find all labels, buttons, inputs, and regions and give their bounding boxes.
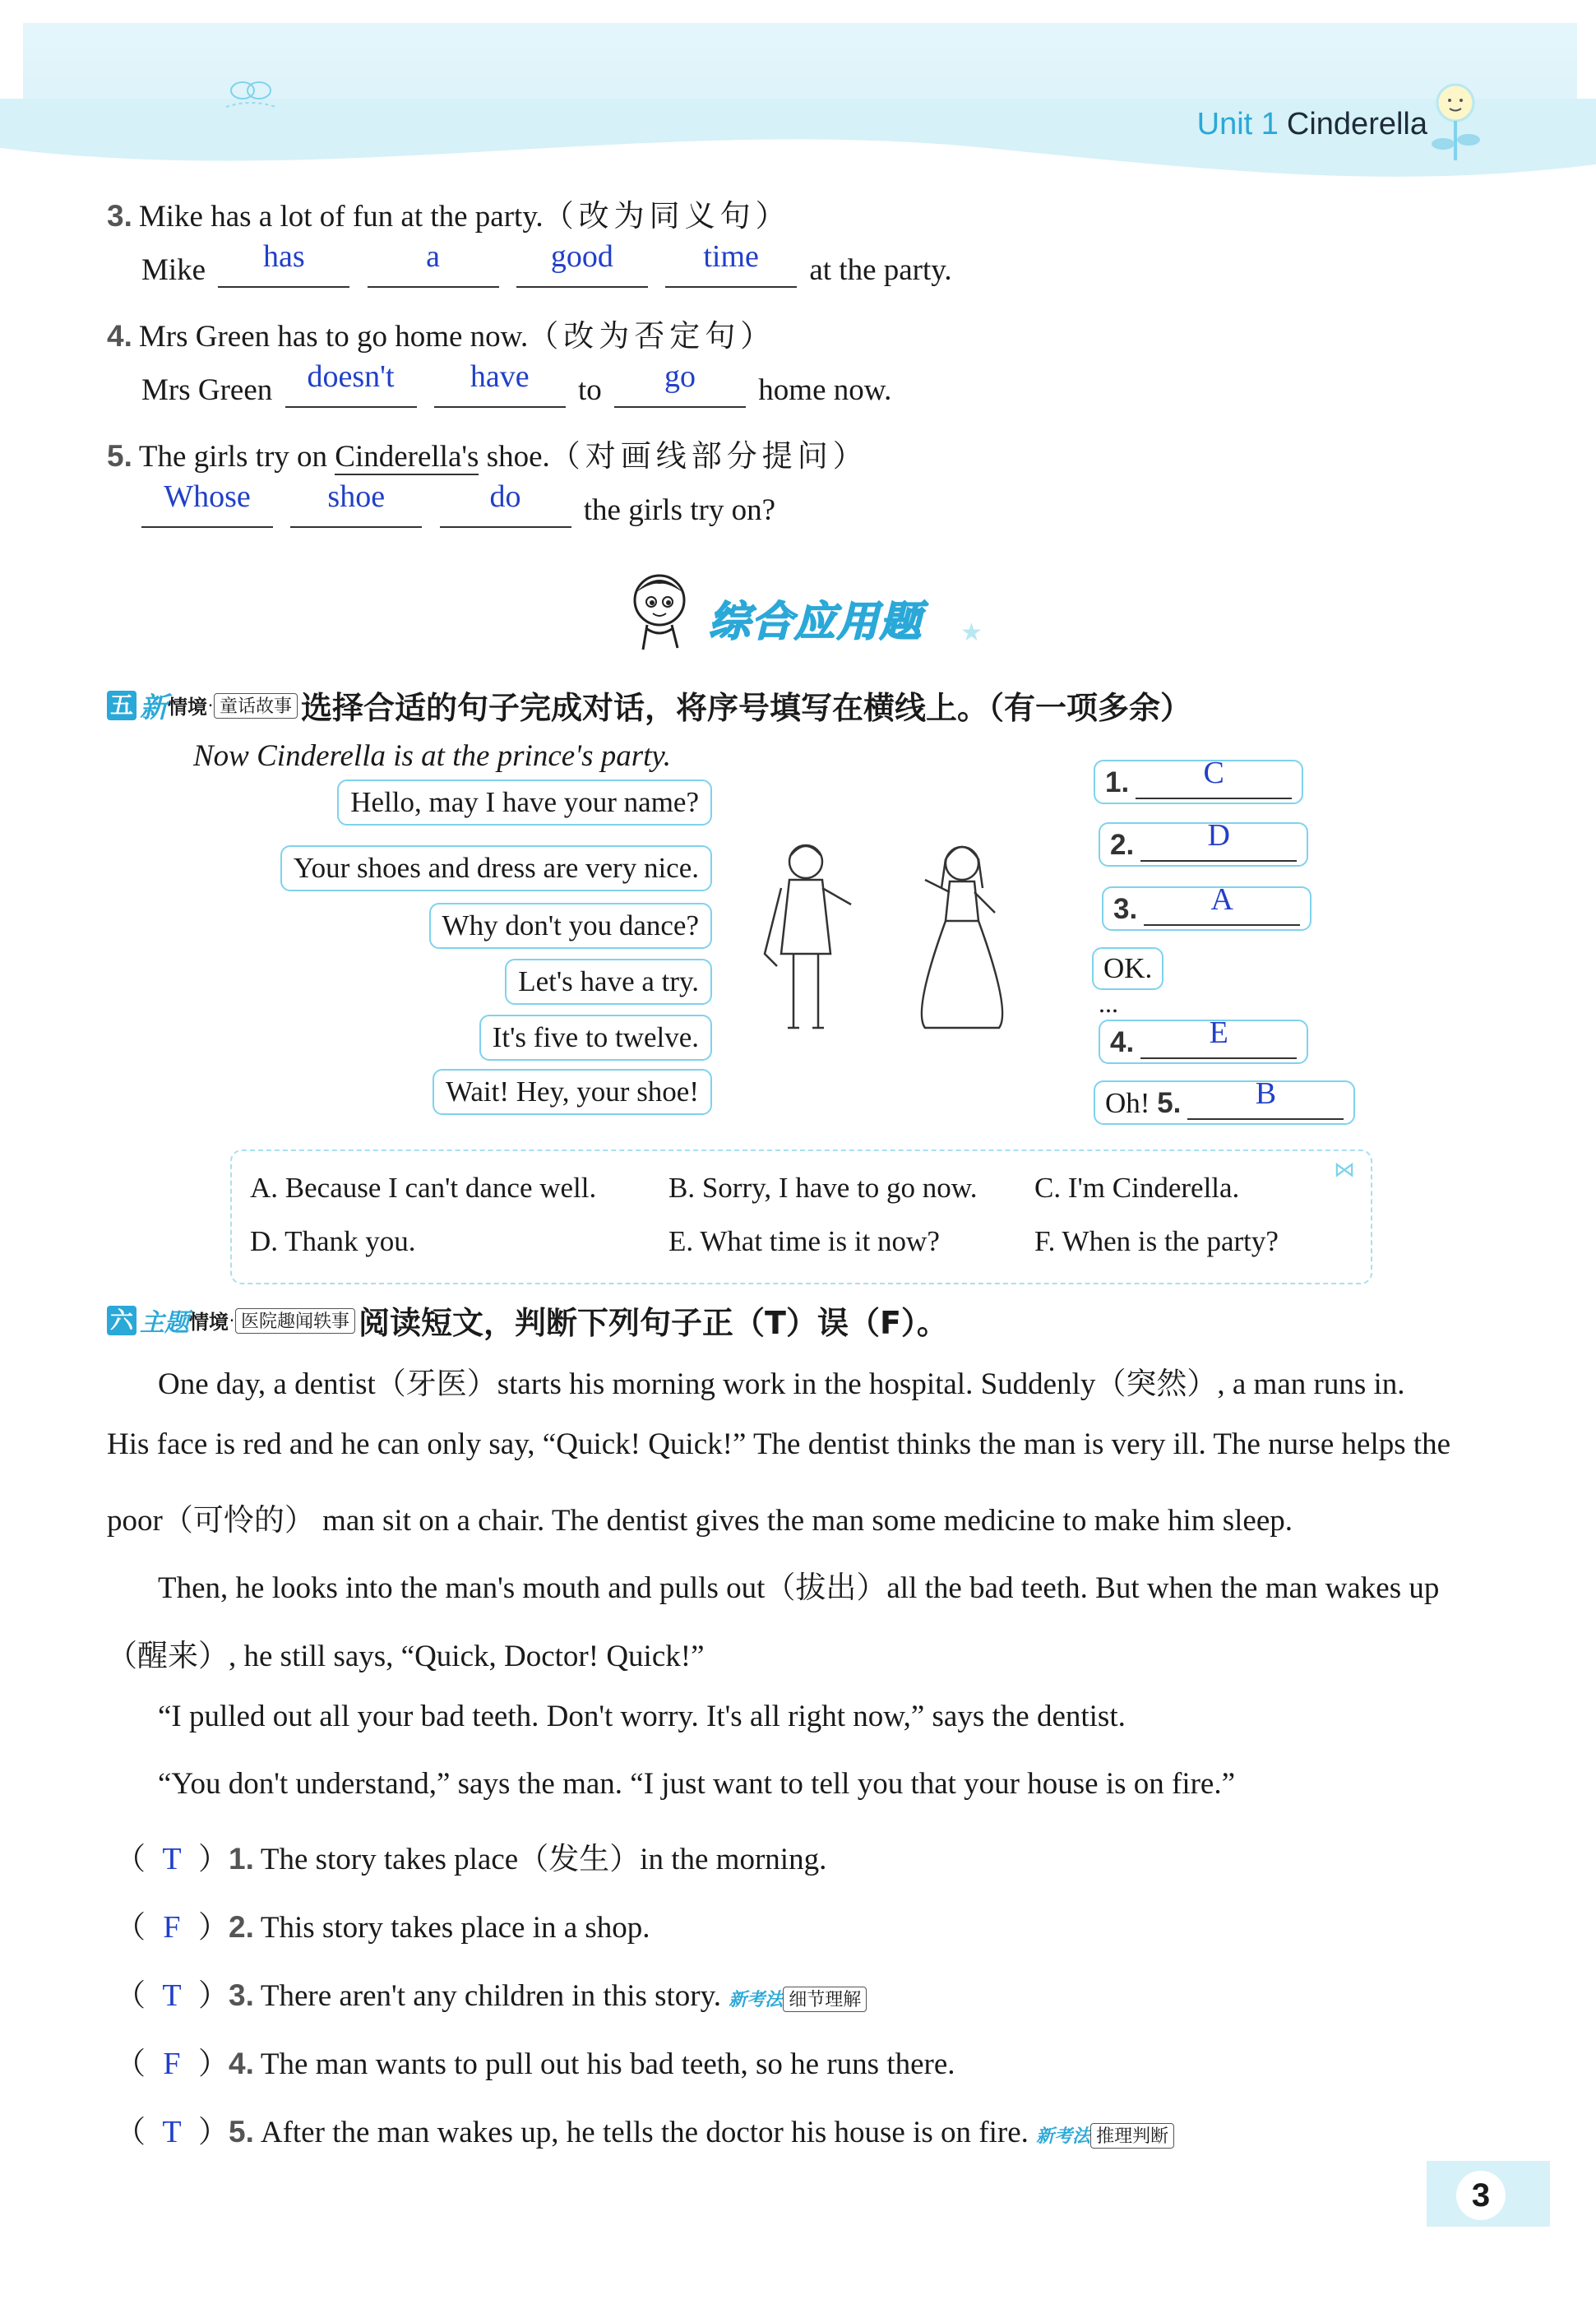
cinderella-answer-1: C bbox=[1203, 756, 1224, 790]
option-f: F. When is the party? bbox=[1034, 1225, 1279, 1257]
cinderella-blank-4 bbox=[1099, 1015, 1308, 1064]
kid-mascot-icon bbox=[618, 567, 709, 658]
q5-blank-1[interactable] bbox=[141, 479, 273, 528]
prince-cinderella-illustration bbox=[756, 830, 1036, 1052]
section5-badge-tag: 童话故事 bbox=[214, 693, 298, 719]
q4-answer-line bbox=[141, 359, 892, 408]
q4-answer-2: have bbox=[470, 359, 530, 394]
prince-line-1: Hello, may I have your name? bbox=[337, 779, 712, 826]
prince-line-5: It's five to twelve. bbox=[479, 1015, 712, 1061]
q3-blank-4[interactable] bbox=[665, 239, 797, 288]
option-c: C. I'm Cinderella. bbox=[1034, 1172, 1240, 1204]
cinderella-blank-5 bbox=[1094, 1076, 1355, 1125]
q3-blank-3[interactable] bbox=[516, 239, 648, 288]
q4-suffix: home now. bbox=[758, 373, 892, 407]
q4-prompt bbox=[107, 311, 775, 355]
q3-answer-1: has bbox=[263, 239, 305, 274]
section5-badge-new: 新 bbox=[140, 692, 168, 724]
q4-blank-3[interactable] bbox=[614, 359, 746, 408]
star-icon: ★ bbox=[960, 619, 983, 646]
q3-number: 3. bbox=[107, 199, 132, 233]
q3-answer-2: a bbox=[426, 239, 441, 274]
judge-item-4: （ F ）4. The man wants to pull out his bad teeth, so he runs there. bbox=[115, 2047, 955, 2081]
cinderella-blank-2 bbox=[1099, 818, 1308, 867]
q3-blank-2[interactable] bbox=[368, 239, 499, 288]
q5-prompt bbox=[107, 431, 868, 475]
section6-badge-type: 情境 bbox=[189, 1311, 229, 1334]
cinderella-blank-3-line[interactable] bbox=[1144, 882, 1300, 926]
q3-blank-1[interactable] bbox=[218, 239, 349, 288]
q4-mid: to bbox=[578, 373, 602, 407]
prince-line-4: Let's have a try. bbox=[505, 959, 712, 1005]
cinderella-blank-1 bbox=[1094, 756, 1303, 804]
q4-instruction: （改为否定句） bbox=[528, 320, 776, 354]
section5-header: 五 新情境· 童话故事 选择合适的句子完成对话，将序号填写在横线上。（有一项多余） bbox=[107, 682, 1191, 728]
scene-text: Now Cinderella is at the prince's party. bbox=[193, 739, 672, 773]
options-box bbox=[230, 1150, 1372, 1284]
flower-icon bbox=[1414, 74, 1497, 164]
cinderella-blank-4-num: 4. bbox=[1110, 1026, 1135, 1058]
judge-num-4: 4. bbox=[229, 2047, 254, 2080]
cinderella-answer-4: E bbox=[1209, 1015, 1228, 1050]
option-a: A. Because I can't dance well. bbox=[250, 1172, 597, 1204]
q5-answer-line bbox=[141, 479, 776, 528]
q3-answer-line bbox=[141, 239, 952, 288]
judge-item-2: （ F ）2. This story takes place in a shop. bbox=[115, 1910, 650, 1945]
section6-badge-theme: 主题 bbox=[140, 1309, 189, 1337]
cinderella-blank-2-num: 2. bbox=[1110, 829, 1135, 861]
section6-badge-tag: 医院趣闻轶事 bbox=[235, 1308, 355, 1334]
q3-prefix: Mike bbox=[141, 253, 206, 287]
cinderella-answer-2: D bbox=[1207, 818, 1230, 853]
judge-answer-4[interactable]: F bbox=[163, 2047, 181, 2081]
judge-text-3: There aren't any children in this story. bbox=[260, 1979, 721, 2013]
q5-answer-2: shoe bbox=[327, 479, 386, 514]
q4-number: 4. bbox=[107, 319, 132, 353]
passage-line-6: “I pulled out all your bad teeth. Don't worry. It's all right now,” says the dentist. bbox=[158, 1700, 1126, 1733]
judge-tag-5: 推理判断 bbox=[1090, 2123, 1174, 2149]
q3-answer-4: time bbox=[703, 239, 759, 274]
q3-suffix: at the party. bbox=[809, 253, 952, 287]
prince-line-2: Your shoes and dress are very nice. bbox=[280, 845, 712, 891]
q5-number: 5. bbox=[107, 439, 132, 473]
judge-item-5: （ T ）5. After the man wakes up, he tells the doctor his house is on fire. 新考法 推理判断 bbox=[115, 2107, 1174, 2151]
q5-answer-3: do bbox=[489, 479, 521, 514]
q3-text: Mike has a lot of fun at the party. bbox=[138, 200, 544, 234]
judge-answer-1[interactable]: T bbox=[162, 1842, 182, 1876]
cinderella-ok: OK. bbox=[1092, 947, 1163, 990]
q4-blank-1[interactable] bbox=[285, 359, 417, 408]
cinderella-answer-3: A bbox=[1210, 882, 1233, 917]
judge-text-1: The story takes place（发生）in the morning. bbox=[260, 1843, 827, 1876]
unit-name: Cinderella bbox=[1286, 107, 1427, 141]
unit-title bbox=[1197, 107, 1427, 142]
passage-line-5: （醒来）, he still says, “Quick, Doctor! Quick!” bbox=[107, 1640, 705, 1673]
judge-num-3: 3. bbox=[229, 1978, 254, 2012]
q5-blank-2[interactable] bbox=[290, 479, 422, 528]
cinderella-blank-5-prefix: Oh! bbox=[1105, 1087, 1150, 1119]
q3-instruction: （改为同义句） bbox=[543, 200, 791, 234]
cinderella-blank-2-line[interactable] bbox=[1140, 818, 1297, 862]
dialog-ellipsis: ... bbox=[1099, 988, 1118, 1018]
passage-line-1: One day, a dentist（牙医）starts his morning work in the hospital. Suddenly（突然）, a man runs in. bbox=[158, 1367, 1405, 1401]
judge-item-3: （ T ）3. There aren't any children in this story. 新考法 细节理解 bbox=[115, 1970, 867, 2015]
q5-instruction: （对画线部分提问） bbox=[549, 440, 868, 474]
judge-text-2: This story takes place in a shop. bbox=[260, 1911, 650, 1945]
q5-text-after: shoe. bbox=[479, 440, 550, 474]
q5-suffix: the girls try on? bbox=[583, 493, 776, 527]
judge-answer-2[interactable]: F bbox=[163, 1910, 181, 1945]
cinderella-blank-1-line[interactable] bbox=[1136, 756, 1292, 799]
cinderella-blank-3-num: 3. bbox=[1113, 893, 1138, 925]
judge-text-5: After the man wakes up, he tells the doctor his house is on fire. bbox=[260, 2116, 1029, 2149]
cinderella-blank-5-line[interactable] bbox=[1187, 1076, 1344, 1120]
cinderella-answer-5: B bbox=[1255, 1076, 1277, 1111]
section6-header: 六 主题情境· 医院趣闻轶事 阅读短文，判断下列句子正（T）误（F）。 bbox=[107, 1298, 948, 1343]
page-number: 3 bbox=[1456, 2171, 1506, 2220]
cinderella-blank-1-num: 1. bbox=[1105, 766, 1130, 798]
option-e: E. What time is it now? bbox=[668, 1225, 940, 1257]
judge-tag-3: 细节理解 bbox=[783, 1987, 867, 2012]
judge-answer-3[interactable]: T bbox=[162, 1978, 182, 2013]
butterfly-icon bbox=[222, 74, 280, 115]
cinderella-blank-3 bbox=[1102, 882, 1311, 931]
section6-instruction: 阅读短文，判断下列句子正（T）误（F）。 bbox=[359, 1305, 948, 1341]
prince-line-6: Wait! Hey, your shoe! bbox=[433, 1069, 712, 1115]
judge-tag-prefix-3: 新考法 bbox=[729, 1989, 784, 2010]
option-b: B. Sorry, I have to go now. bbox=[668, 1172, 978, 1204]
section-heading: 综合应用题 bbox=[709, 598, 923, 645]
q5-answer-1: Whose bbox=[164, 479, 251, 514]
q4-answer-1: doesn't bbox=[307, 359, 395, 394]
q4-answer-3: go bbox=[664, 359, 696, 394]
passage-line-7: “You don't understand,” says the man. “I just want to tell you that your house is on fire.” bbox=[158, 1767, 1236, 1801]
judge-num-1: 1. bbox=[229, 1842, 254, 1876]
prince-line-3: Why don't you dance? bbox=[429, 903, 712, 949]
option-d: D. Thank you. bbox=[250, 1225, 416, 1257]
judge-num-5: 5. bbox=[229, 2115, 254, 2149]
unit-label: Unit 1 bbox=[1196, 107, 1279, 141]
section5-badge-number: 五 bbox=[107, 691, 136, 720]
passage-line-3: poor（可怜的） man sit on a chair. The dentist gives the man some medicine to make him sleep. bbox=[107, 1504, 1293, 1538]
bow-icon: ⋈ bbox=[1334, 1158, 1355, 1182]
section5-instruction: 选择合适的句子完成对话，将序号填写在横线上。（有一项多余） bbox=[301, 690, 1192, 726]
judge-item-1: （ T ）1. The story takes place（发生）in the morning. bbox=[115, 1842, 827, 1876]
q5-text-before: The girls try on bbox=[138, 440, 335, 474]
q4-text: Mrs Green has to go home now. bbox=[138, 320, 529, 354]
judge-num-2: 2. bbox=[229, 1910, 254, 1944]
section5-badge-type: 情境 bbox=[168, 696, 207, 719]
cinderella-blank-5-num: 5. bbox=[1157, 1087, 1182, 1119]
passage-line-2: His face is red and he can only say, “Quick! Quick!” The dentist thinks the man is very ill. The nurse helps the bbox=[107, 1427, 1451, 1461]
cinderella-blank-4-line[interactable] bbox=[1140, 1015, 1297, 1059]
q4-prefix: Mrs Green bbox=[141, 373, 273, 407]
passage-line-4: Then, he looks into the man's mouth and pulls out（拔出）all the bad teeth. But when the man wakes up bbox=[158, 1571, 1440, 1605]
judge-tag-prefix-5: 新考法 bbox=[1036, 2126, 1091, 2147]
q4-blank-2[interactable] bbox=[434, 359, 566, 408]
q5-blank-3[interactable] bbox=[440, 479, 571, 528]
q3-answer-3: good bbox=[550, 239, 613, 274]
judge-answer-5[interactable]: T bbox=[162, 2115, 182, 2149]
q5-underlined: Cinderella's bbox=[335, 440, 479, 474]
q3-prompt bbox=[107, 191, 791, 235]
section6-badge-number: 六 bbox=[107, 1306, 136, 1335]
judge-text-4: The man wants to pull out his bad teeth, so he runs there. bbox=[260, 2047, 955, 2081]
